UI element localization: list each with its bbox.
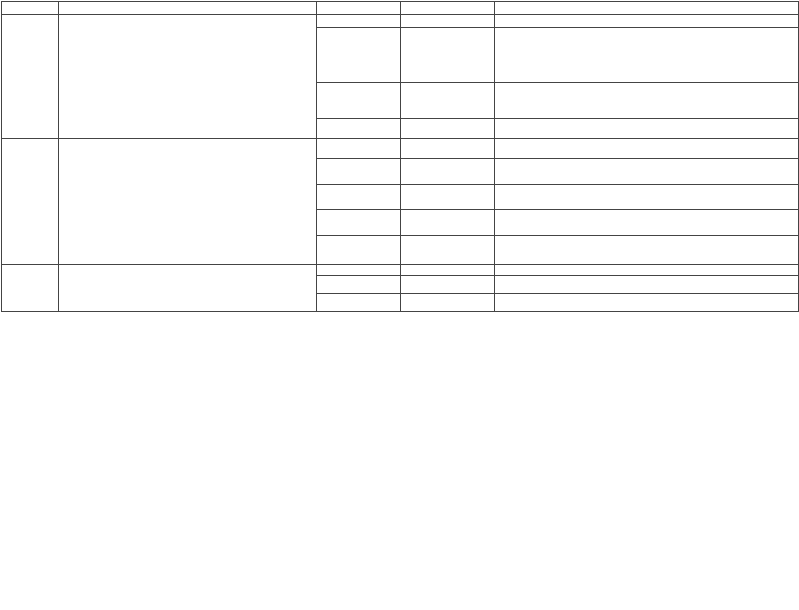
hours-cell <box>401 236 495 265</box>
food-cell <box>495 236 799 265</box>
food-cell <box>495 139 799 159</box>
table-row <box>2 15 799 28</box>
building-name <box>2 139 59 265</box>
food-cell <box>495 28 799 83</box>
building-intro <box>59 139 317 265</box>
hours-cell <box>401 15 495 28</box>
hours-cell <box>401 119 495 139</box>
food-cell <box>495 83 799 119</box>
canteen-table <box>1 1 799 312</box>
hours-cell <box>401 210 495 236</box>
food-cell <box>495 276 799 294</box>
food-cell <box>495 210 799 236</box>
building-name <box>2 265 59 312</box>
restaurant-name <box>317 83 401 119</box>
hours-cell <box>401 139 495 159</box>
restaurant-name <box>317 265 401 276</box>
food-cell <box>495 15 799 28</box>
food-cell <box>495 265 799 276</box>
food-cell <box>495 185 799 210</box>
restaurant-name <box>317 139 401 159</box>
restaurant-name <box>317 119 401 139</box>
restaurant-name <box>317 28 401 83</box>
header-intro <box>59 2 317 15</box>
restaurant-name <box>317 276 401 294</box>
restaurant-name <box>317 236 401 265</box>
food-cell <box>495 119 799 139</box>
hours-cell <box>401 185 495 210</box>
hours-cell <box>401 159 495 185</box>
header-food <box>495 2 799 15</box>
building-name <box>2 15 59 139</box>
header-row <box>2 2 799 15</box>
hours-cell <box>401 265 495 276</box>
hours-cell <box>401 276 495 294</box>
building-intro <box>59 15 317 139</box>
food-cell <box>495 159 799 185</box>
header-hours <box>401 2 495 15</box>
restaurant-name <box>317 15 401 28</box>
header-building <box>2 2 59 15</box>
building-intro <box>59 265 317 312</box>
hours-cell <box>401 83 495 119</box>
table-row <box>2 265 799 276</box>
restaurant-name <box>317 210 401 236</box>
restaurant-name <box>317 294 401 312</box>
table-row <box>2 139 799 159</box>
hours-cell <box>401 28 495 83</box>
food-cell <box>495 294 799 312</box>
restaurant-name <box>317 185 401 210</box>
hours-cell <box>401 294 495 312</box>
header-restaurant <box>317 2 401 15</box>
restaurant-name <box>317 159 401 185</box>
